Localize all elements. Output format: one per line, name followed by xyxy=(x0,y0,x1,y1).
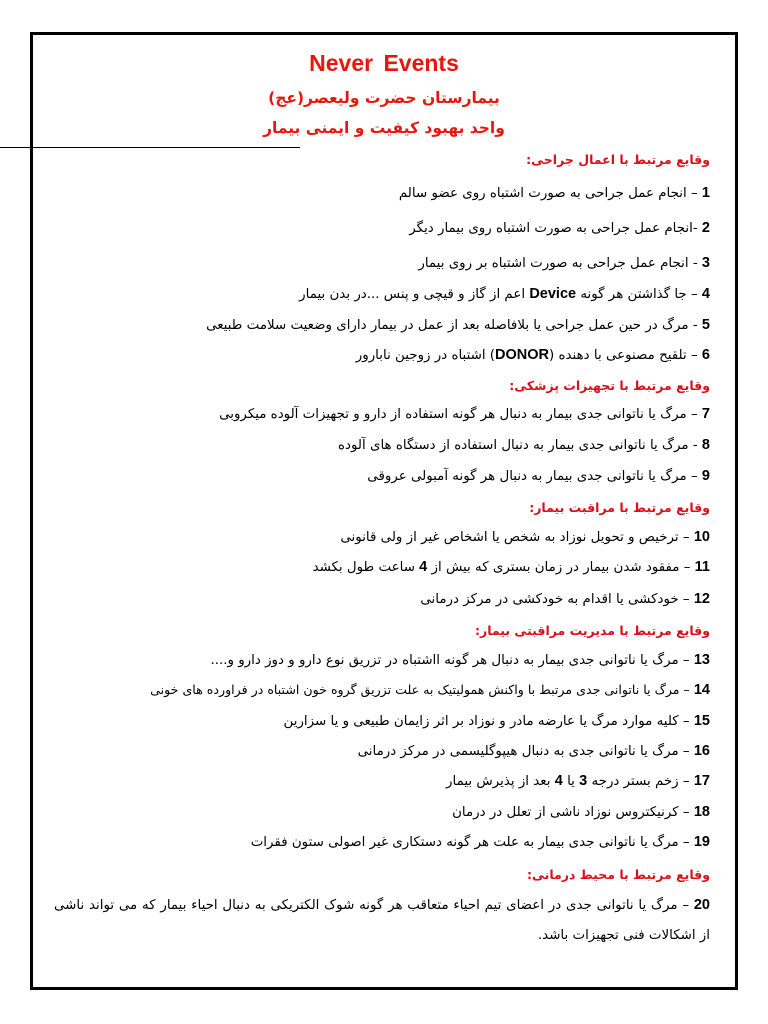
list-item xyxy=(446,772,710,791)
item-number: 19 xyxy=(693,834,710,850)
list-item xyxy=(452,803,710,822)
list-item xyxy=(299,285,710,304)
item-number: 14 xyxy=(693,682,710,698)
list-item xyxy=(418,254,710,273)
item-text: -انجام عمل جراحی به صورت اشتباه روی بیمار دیگر xyxy=(409,221,702,236)
document-title: Never Events xyxy=(309,50,459,76)
list-item xyxy=(409,219,710,238)
item-text: - مرگ یا ناتوانی جدی بیمار به دنبال استفاده از دستگاه های آلوده xyxy=(338,438,702,453)
item-number: 6 xyxy=(701,347,710,363)
list-item xyxy=(251,833,710,852)
item-number: 10 xyxy=(693,529,710,545)
item-number: 7 xyxy=(701,406,710,422)
item-text: – زخم بستر درجه xyxy=(587,774,694,789)
list-item xyxy=(338,436,710,455)
item-text: – ترخیص و تحویل نوزاد به شخص یا اشخاص غیر از ولی قانونی xyxy=(340,530,694,545)
section-heading-surgery: وقایع مرتبط با اعمال جراحی: xyxy=(526,152,710,167)
list-item xyxy=(150,681,710,699)
item-text: – مرگ یا ناتوانی جدی به دنبال هیپوگلیسمی در مرکز درمانی xyxy=(357,744,694,759)
list-item xyxy=(54,890,710,951)
item-number: 17 xyxy=(693,773,710,789)
hospital-name: بیمارستان حضرت ولیعصر(عج) xyxy=(268,89,500,107)
item-number: 20 xyxy=(693,897,710,913)
item-text: ) اشتباه در زوجین نابارور xyxy=(355,348,496,363)
list-item xyxy=(206,316,710,335)
item-text: - انجام عمل جراحی به صورت اشتباه بر روی بیمار xyxy=(418,256,702,271)
list-item xyxy=(356,346,710,365)
item-text: – تلقیح مصنوعی با دهنده ( xyxy=(549,348,702,363)
item-number: 18 xyxy=(693,804,710,820)
item-text: – مفقود شدن بیمار در زمان بستری که بیش از xyxy=(427,560,695,575)
list-item xyxy=(420,590,710,609)
list-item xyxy=(313,558,710,577)
list-item xyxy=(340,528,710,547)
item-text: – کلیه موارد مرگ یا عارضه مادر و نوزاد بر اثر زایمان طبیعی و یا سزارین xyxy=(283,714,694,729)
item-number: 13 xyxy=(693,652,710,668)
item-number: 16 xyxy=(693,743,710,759)
item-text: بعد از پذیرش بیمار xyxy=(446,774,555,789)
item-english-term: 4 xyxy=(554,773,563,789)
item-text: - مرگ در حین عمل جراحی یا بلافاصله بعد از عمل در بیمار دارای وضعیت سلامت طبیعی xyxy=(206,318,702,333)
list-item xyxy=(210,651,710,670)
item-english-term: 4 xyxy=(419,559,428,575)
item-text: – مرگ یا ناتوانی جدی بیمار به دنبال هر گونه آمبولی عروقی xyxy=(367,469,702,484)
item-text: – خودکشی یا اقدام به خودکشی در مرکز درمانی xyxy=(420,592,694,607)
item-text: – مرگ یا ناتوانی جدی بیمار به دنبال هر گونه ااشتباه در تزریق نوع دارو و دوز دارو و.... xyxy=(210,653,694,668)
item-number: 3 xyxy=(701,255,710,271)
item-english-term: DONOR xyxy=(495,347,550,363)
item-number: 4 xyxy=(701,286,710,302)
item-text: – کرنیکتروس نوزاد ناشی از تعلل در درمان xyxy=(452,805,694,820)
item-number: 12 xyxy=(693,591,710,607)
section-heading-clinical-care: وقایع مرتبط با مدیریت مراقبتی بیمار: xyxy=(475,623,710,638)
section-heading-environment: وقایع مرتبط با محیط درمانی: xyxy=(527,867,710,882)
item-text: – جا گذاشتن هر گونه xyxy=(576,287,702,302)
item-number: 5 xyxy=(701,317,710,333)
item-number: 2 xyxy=(701,220,710,236)
list-item xyxy=(219,405,710,424)
item-number: 9 xyxy=(701,468,710,484)
item-number: 1 xyxy=(701,185,710,201)
unit-name: واحد بهبود کیفیت و ایمنی بیمار xyxy=(263,119,505,137)
item-number: 8 xyxy=(701,437,710,453)
list-item xyxy=(399,184,710,203)
list-item xyxy=(367,467,710,486)
item-number: 15 xyxy=(693,713,710,729)
item-text: – انجام عمل جراحی به صورت اشتباه روی عضو سالم xyxy=(398,186,702,201)
horizontal-rule xyxy=(0,147,300,148)
item-text: اعم از گاز و قیچی و پنس ...در بدن بیمار xyxy=(299,287,530,302)
item-text: یا xyxy=(562,774,580,789)
item-text: – مرگ یا ناتوانی جدی در اعضای تیم احیاء متعاقب هر گونه شوک الکتریکی به دنبال احیاء بیمار که می تواند ناشی از اشکالات فنی تجهیزات باشد. xyxy=(54,898,710,943)
section-heading-patient-care: وقایع مرتبط با مراقبت بیمار: xyxy=(529,500,710,515)
list-item xyxy=(358,742,710,761)
list-item xyxy=(284,712,710,731)
item-number: 11 xyxy=(694,559,710,575)
item-text: – مرگ یا ناتوانی جدی مرتبط با واکنش همولیتیک به علت تزریق گروه خون اشتباه در فراورده های خونی xyxy=(150,682,694,697)
item-english-term: Device xyxy=(529,286,577,302)
item-text: – مرگ یا ناتوانی جدی بیمار به دنبال هر گونه استفاده از دارو و تجهیزات آلوده میکروبی xyxy=(219,407,702,422)
item-english-term: 3 xyxy=(579,773,588,789)
section-heading-devices: وقایع مرتبط با تجهیزات پزشکی: xyxy=(509,378,710,393)
item-text: ساعت طول بکشد xyxy=(312,560,420,575)
item-text: – مرگ یا ناتوانی جدی بیمار به علت هر گونه دستکاری غیر اصولی ستون فقرات xyxy=(250,835,694,850)
